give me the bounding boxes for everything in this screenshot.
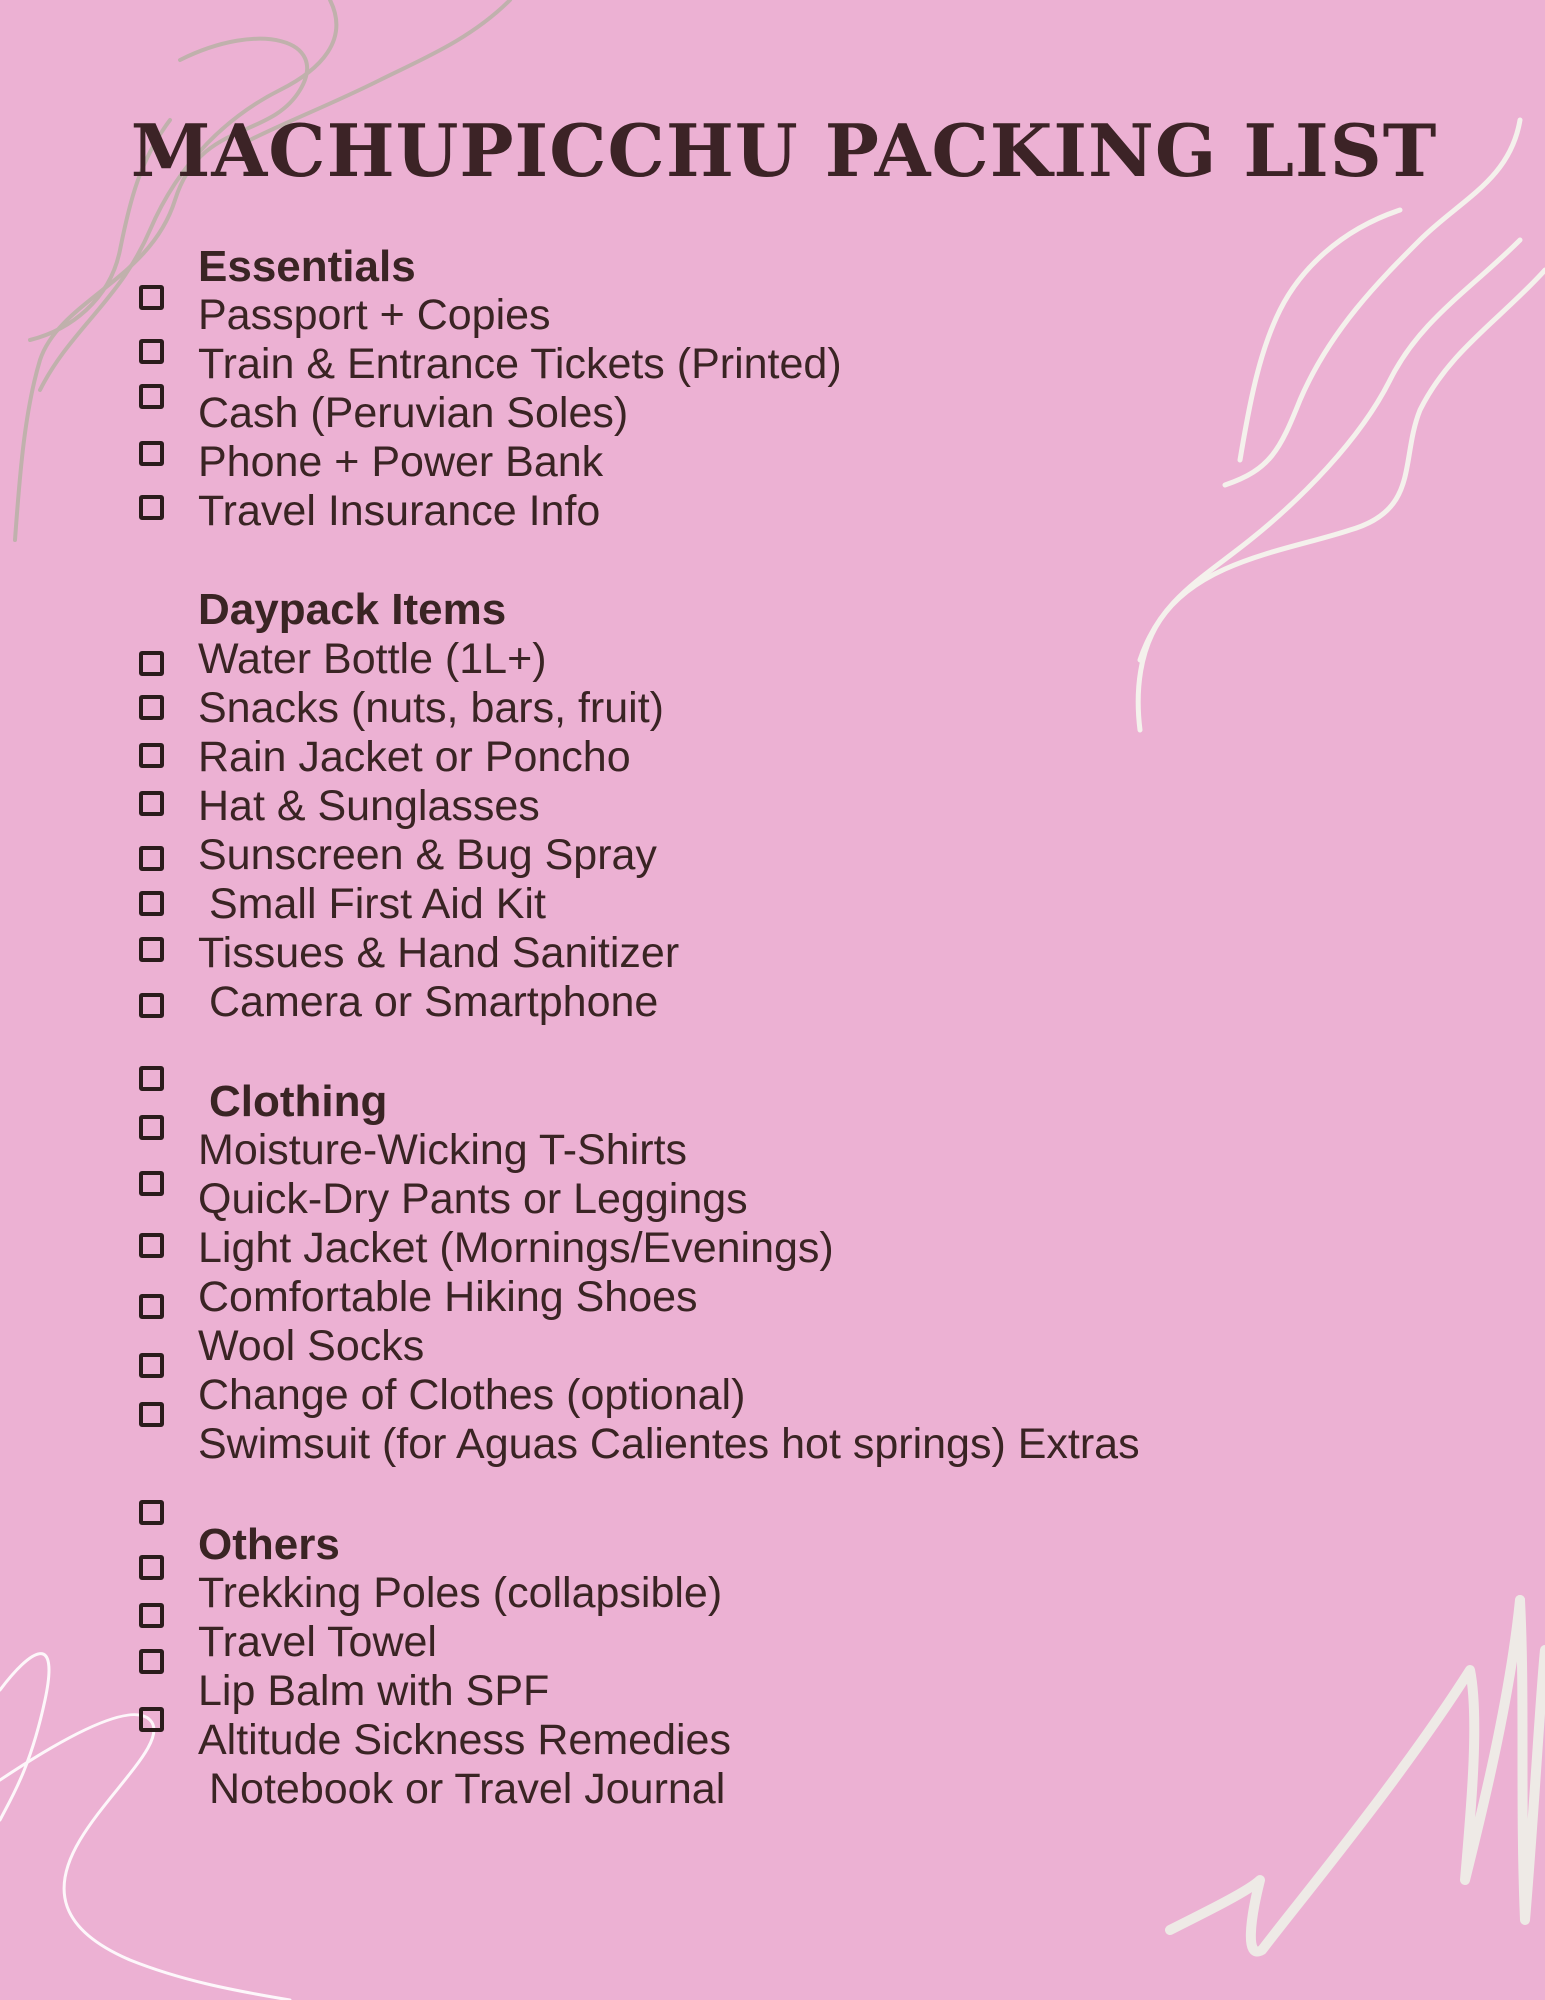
checkbox-light-jacket[interactable] bbox=[139, 1233, 164, 1258]
checkbox-sunscreen[interactable] bbox=[139, 846, 164, 871]
list-item: Change of Clothes (optional) bbox=[198, 1371, 746, 1419]
list-item: Lip Balm with SPF bbox=[198, 1667, 550, 1715]
list-item: Altitude Sickness Remedies bbox=[198, 1716, 731, 1764]
list-item: Hat & Sunglasses bbox=[198, 782, 540, 830]
checkbox-first-aid[interactable] bbox=[139, 891, 164, 916]
list-item: Light Jacket (Mornings/Evenings) bbox=[198, 1224, 834, 1272]
list-item: Passport + Copies bbox=[198, 291, 551, 339]
checkbox-rain-jacket[interactable] bbox=[139, 743, 164, 768]
list-item: Travel Towel bbox=[198, 1618, 437, 1666]
list-item: Tissues & Hand Sanitizer bbox=[198, 929, 680, 977]
list-item: Water Bottle (1L+) bbox=[198, 635, 547, 683]
checkbox-tickets[interactable] bbox=[139, 339, 164, 364]
list-item: Phone + Power Bank bbox=[198, 438, 604, 486]
list-item: Moisture-Wicking T-Shirts bbox=[198, 1126, 688, 1174]
checkbox-pants[interactable] bbox=[139, 1171, 164, 1196]
section-heading-essentials: Essentials bbox=[198, 242, 416, 291]
list-item: Cash (Peruvian Soles) bbox=[198, 389, 629, 437]
list-item: Train & Entrance Tickets (Printed) bbox=[198, 340, 842, 388]
checkbox-travel-towel[interactable] bbox=[139, 1603, 164, 1628]
checkbox-tissues[interactable] bbox=[139, 937, 164, 962]
checkbox-change-clothes[interactable] bbox=[139, 1402, 164, 1427]
checkbox-snacks[interactable] bbox=[139, 695, 164, 720]
checkbox-phone[interactable] bbox=[139, 441, 164, 466]
page-title: MACHUPICCHU PACKING LIST bbox=[130, 108, 1438, 193]
checkbox-trekking-poles[interactable] bbox=[139, 1555, 164, 1580]
checkbox-hiking-shoes[interactable] bbox=[139, 1294, 164, 1319]
checkbox-hat[interactable] bbox=[139, 791, 164, 816]
list-item: Sunscreen & Bug Spray bbox=[198, 831, 657, 879]
section-heading-clothing: Clothing bbox=[209, 1077, 388, 1126]
checkbox-wool-socks[interactable] bbox=[139, 1353, 164, 1378]
list-item: Rain Jacket or Poncho bbox=[198, 733, 631, 781]
list-item: Small First Aid Kit bbox=[209, 880, 546, 928]
list-item: Travel Insurance Info bbox=[198, 487, 601, 535]
list-item: Comfortable Hiking Shoes bbox=[198, 1273, 698, 1321]
list-item: Snacks (nuts, bars, fruit) bbox=[198, 684, 664, 732]
list-item: Wool Socks bbox=[198, 1322, 425, 1370]
list-item: Swimsuit (for Aguas Calientes hot springs) Extras bbox=[198, 1420, 1140, 1468]
section-heading-daypack: Daypack Items bbox=[198, 585, 507, 634]
checkbox-altitude-remedies[interactable] bbox=[139, 1707, 164, 1732]
list-item: Notebook or Travel Journal bbox=[209, 1765, 726, 1813]
checkbox-passport[interactable] bbox=[139, 285, 164, 310]
list-item: Quick-Dry Pants or Leggings bbox=[198, 1175, 748, 1223]
checkbox-camera[interactable] bbox=[139, 993, 164, 1018]
checkbox-water-bottle[interactable] bbox=[139, 651, 164, 676]
checkbox-cash[interactable] bbox=[139, 384, 164, 409]
checkbox-others-heading[interactable] bbox=[139, 1500, 164, 1525]
checkbox-insurance[interactable] bbox=[139, 495, 164, 520]
list-item: Trekking Poles (collapsible) bbox=[198, 1569, 723, 1617]
checkbox-lip-balm[interactable] bbox=[139, 1649, 164, 1674]
list-item: Camera or Smartphone bbox=[209, 978, 659, 1026]
checkbox-tshirts[interactable] bbox=[139, 1115, 164, 1140]
checkbox-clothing-heading[interactable] bbox=[139, 1066, 164, 1091]
section-heading-others: Others bbox=[198, 1520, 340, 1569]
